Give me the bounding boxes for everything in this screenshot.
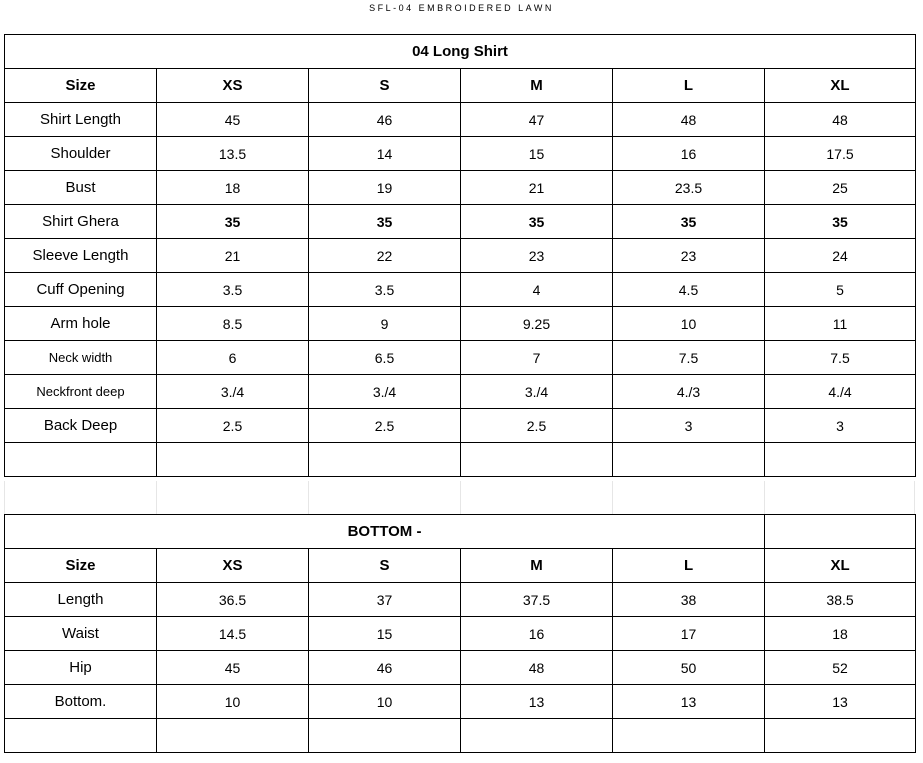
- empty-cell: [309, 443, 461, 477]
- row-label: Shoulder: [5, 137, 157, 171]
- table-row: [5, 273, 916, 307]
- bottom-title-row: [5, 515, 916, 549]
- cell-value: 46: [309, 103, 461, 137]
- row-label: Neck width: [5, 341, 157, 375]
- cell-value: 38: [613, 583, 765, 617]
- cell-value: 13: [765, 685, 916, 719]
- empty-cell: [765, 719, 916, 753]
- cell-value: 8.5: [157, 307, 309, 341]
- shirt-header-row: [5, 69, 916, 103]
- bottom-table-title: BOTTOM -: [5, 515, 765, 549]
- table-row: [5, 341, 916, 375]
- cell-value: 6: [157, 341, 309, 375]
- cell-value: 46: [309, 651, 461, 685]
- table-row: [5, 239, 916, 273]
- table-gap: [4, 481, 915, 514]
- table-row: [5, 617, 916, 651]
- cell-value: 25: [765, 171, 916, 205]
- table-row: [5, 583, 916, 617]
- cell-value: 3.5: [157, 273, 309, 307]
- cell-value: 15: [309, 617, 461, 651]
- cell-value: 37.5: [461, 583, 613, 617]
- cell-value: 13: [461, 685, 613, 719]
- cell-value: 3: [765, 409, 916, 443]
- row-label: Arm hole: [5, 307, 157, 341]
- cell-value: 10: [309, 685, 461, 719]
- empty-cell: [613, 443, 765, 477]
- document-title: SFL-04 EMBROIDERED LAWN: [369, 3, 554, 13]
- table-row: [5, 171, 916, 205]
- cell-value: 9.25: [461, 307, 613, 341]
- row-label: Hip: [5, 651, 157, 685]
- shirt-size-table: [4, 34, 916, 477]
- row-label: Cuff Opening: [5, 273, 157, 307]
- shirt-table-title: 04 Long Shirt: [5, 35, 916, 69]
- cell-value: 14.5: [157, 617, 309, 651]
- table-row: [5, 205, 916, 239]
- cell-value: 4./4: [765, 375, 916, 409]
- empty-cell: [157, 443, 309, 477]
- table-row: [5, 103, 916, 137]
- header-size: Size: [5, 69, 157, 103]
- empty-cell: [5, 719, 157, 753]
- cell-value: 17: [613, 617, 765, 651]
- cell-value: 2.5: [309, 409, 461, 443]
- cell-value: 21: [461, 171, 613, 205]
- cell-value: 17.5: [765, 137, 916, 171]
- table-row: [5, 307, 916, 341]
- cell-value: 9: [309, 307, 461, 341]
- row-label: Neckfront deep: [5, 375, 157, 409]
- cell-value: 48: [461, 651, 613, 685]
- cell-value: 3./4: [461, 375, 613, 409]
- empty-cell: [461, 443, 613, 477]
- cell-value: 35: [309, 205, 461, 239]
- cell-value: 38.5: [765, 583, 916, 617]
- bottom-size-table: [4, 514, 916, 753]
- table-row: [5, 409, 916, 443]
- row-label: Length: [5, 583, 157, 617]
- cell-value: 48: [613, 103, 765, 137]
- table-row: [5, 651, 916, 685]
- cell-value: 3./4: [157, 375, 309, 409]
- cell-value: 23: [461, 239, 613, 273]
- row-label: Sleeve Length: [5, 239, 157, 273]
- cell-value: 3: [613, 409, 765, 443]
- header-m: M: [461, 69, 613, 103]
- cell-value: 4./3: [613, 375, 765, 409]
- cell-value: 7.5: [613, 341, 765, 375]
- cell-value: 5: [765, 273, 916, 307]
- cell-value: 35: [765, 205, 916, 239]
- cell-value: 3./4: [309, 375, 461, 409]
- header-l: L: [613, 69, 765, 103]
- table-row: [5, 375, 916, 409]
- cell-value: 10: [157, 685, 309, 719]
- cell-value: 23.5: [613, 171, 765, 205]
- cell-value: 35: [613, 205, 765, 239]
- header-size: Size: [5, 549, 157, 583]
- row-label: Waist: [5, 617, 157, 651]
- cell-value: 19: [309, 171, 461, 205]
- row-label: Bust: [5, 171, 157, 205]
- cell-value: 48: [765, 103, 916, 137]
- cell-value: 50: [613, 651, 765, 685]
- cell-value: 16: [461, 617, 613, 651]
- cell-value: 13: [613, 685, 765, 719]
- row-label: Shirt Ghera: [5, 205, 157, 239]
- header-s: S: [309, 69, 461, 103]
- header-xl: XL: [765, 69, 916, 103]
- cell-value: 15: [461, 137, 613, 171]
- cell-value: 47: [461, 103, 613, 137]
- header-xs: XS: [157, 69, 309, 103]
- cell-value: 22: [309, 239, 461, 273]
- cell-value: 2.5: [461, 409, 613, 443]
- cell-value: 18: [157, 171, 309, 205]
- empty-cell: [157, 719, 309, 753]
- cell-value: 45: [157, 103, 309, 137]
- row-label: Back Deep: [5, 409, 157, 443]
- cell-value: 35: [157, 205, 309, 239]
- empty-row: [5, 443, 916, 477]
- cell-value: 52: [765, 651, 916, 685]
- empty-cell: [765, 443, 916, 477]
- cell-value: 4.5: [613, 273, 765, 307]
- row-label: Bottom.: [5, 685, 157, 719]
- cell-value: 36.5: [157, 583, 309, 617]
- cell-value: 6.5: [309, 341, 461, 375]
- empty-cell: [613, 719, 765, 753]
- cell-value: 14: [309, 137, 461, 171]
- row-label: Shirt Length: [5, 103, 157, 137]
- cell-value: 18: [765, 617, 916, 651]
- cell-value: 37: [309, 583, 461, 617]
- cell-value: 11: [765, 307, 916, 341]
- header-m: M: [461, 549, 613, 583]
- bottom-header-row: [5, 549, 916, 583]
- empty-cell: [765, 515, 916, 549]
- cell-value: 23: [613, 239, 765, 273]
- header-xs: XS: [157, 549, 309, 583]
- shirt-title-row: [5, 35, 916, 69]
- cell-value: 21: [157, 239, 309, 273]
- header-s: S: [309, 549, 461, 583]
- cell-value: 4: [461, 273, 613, 307]
- cell-value: 35: [461, 205, 613, 239]
- cell-value: 7.5: [765, 341, 916, 375]
- cell-value: 7: [461, 341, 613, 375]
- cell-value: 16: [613, 137, 765, 171]
- header-l: L: [613, 549, 765, 583]
- empty-row: [5, 719, 916, 753]
- cell-value: 2.5: [157, 409, 309, 443]
- cell-value: 24: [765, 239, 916, 273]
- table-row: [5, 137, 916, 171]
- cell-value: 3.5: [309, 273, 461, 307]
- empty-cell: [5, 443, 157, 477]
- cell-value: 13.5: [157, 137, 309, 171]
- cell-value: 10: [613, 307, 765, 341]
- empty-cell: [309, 719, 461, 753]
- table-row: [5, 685, 916, 719]
- cell-value: 45: [157, 651, 309, 685]
- empty-cell: [461, 719, 613, 753]
- header-xl: XL: [765, 549, 916, 583]
